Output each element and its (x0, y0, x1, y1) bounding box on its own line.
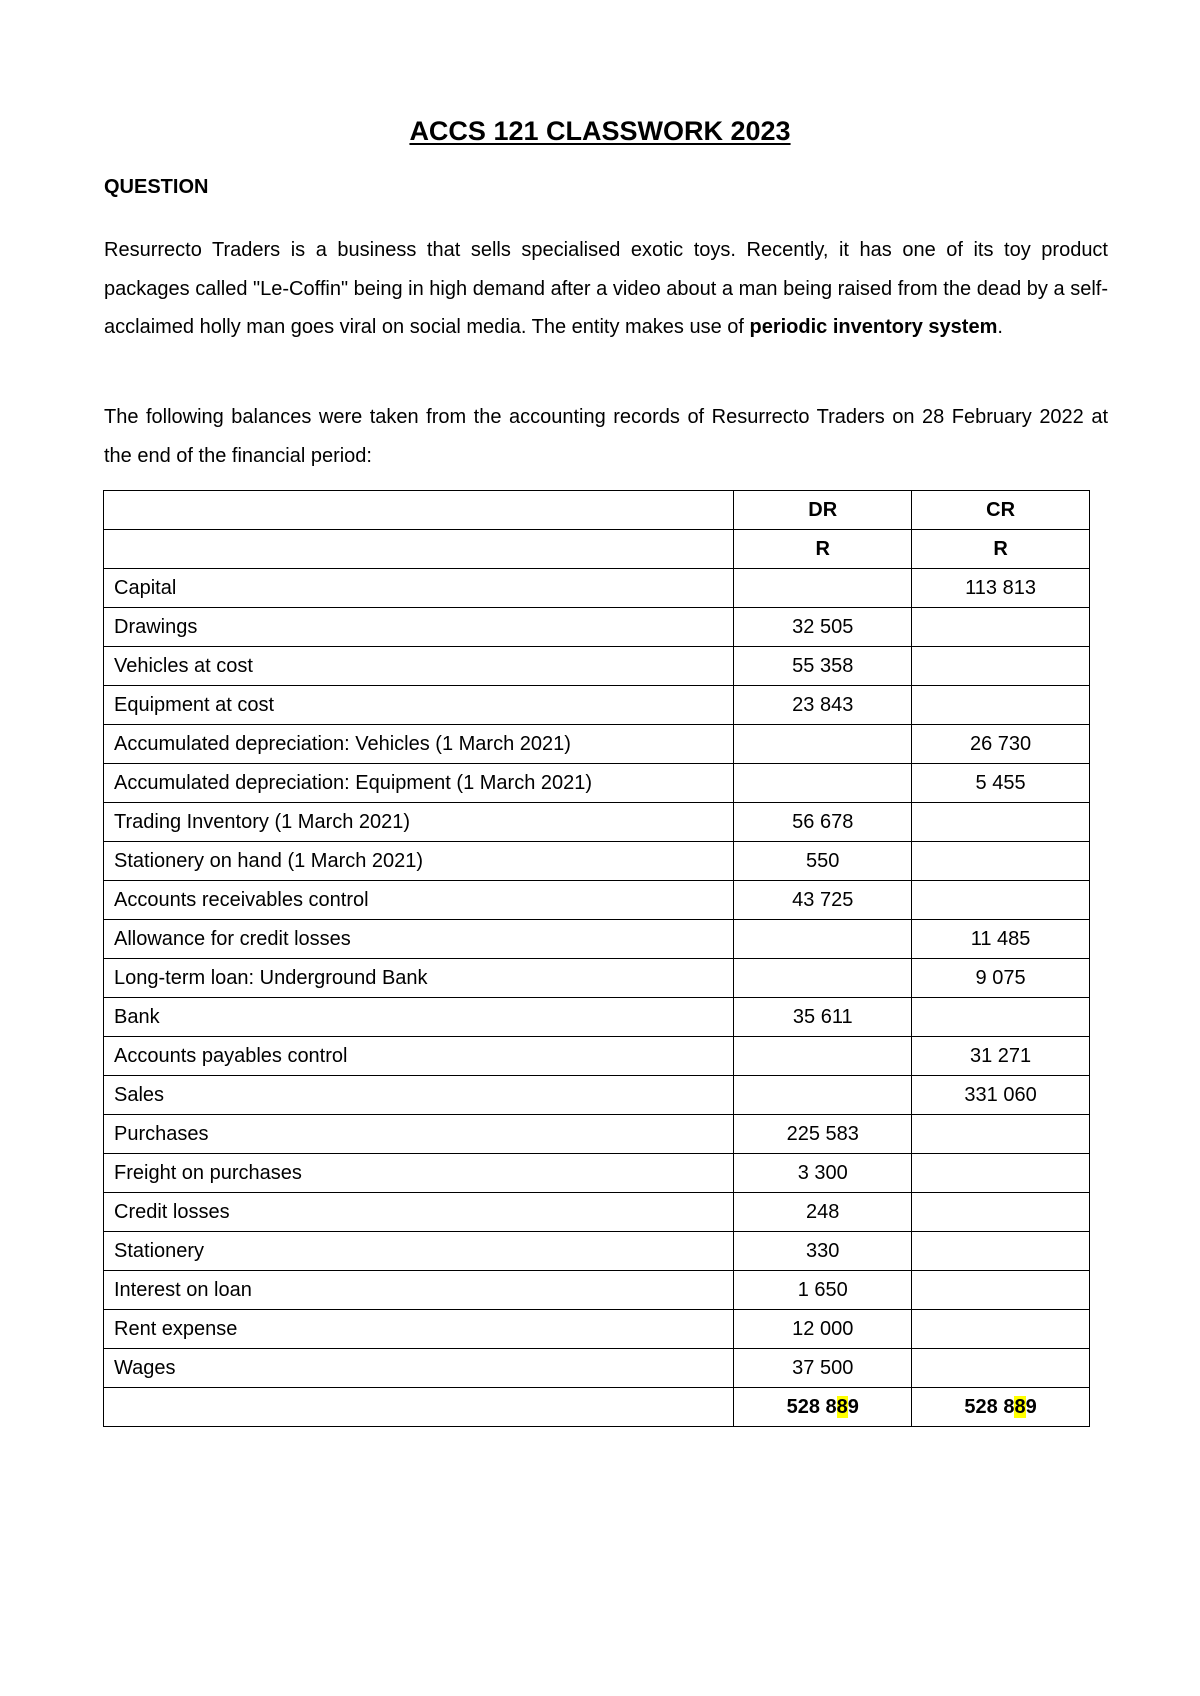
dr-total-suffix: 9 (847, 1395, 859, 1418)
cr-amount-cell: 5 455 (912, 764, 1090, 803)
account-name-cell: Credit losses (104, 1193, 734, 1232)
account-name-cell: Wages (104, 1349, 734, 1388)
dr-amount-cell: 550 (734, 842, 912, 881)
cr-amount-cell (912, 1310, 1090, 1349)
table-header-row (104, 491, 1090, 530)
table-row (104, 1076, 1090, 1115)
dr-amount-cell: 43 725 (734, 881, 912, 920)
cr-amount-cell: 113 813 (912, 569, 1090, 608)
table-row (104, 686, 1090, 725)
dr-amount-cell (734, 920, 912, 959)
account-name-cell: Accumulated depreciation: Vehicles (1 March 2021) (104, 725, 734, 764)
cr-total-suffix: 9 (1025, 1395, 1037, 1418)
table-row (104, 1232, 1090, 1271)
cr-amount-cell (912, 1271, 1090, 1310)
table-row (104, 1115, 1090, 1154)
cr-amount-cell (912, 803, 1090, 842)
dr-amount-cell: 55 358 (734, 647, 912, 686)
account-name-cell: Bank (104, 998, 734, 1037)
dr-amount-cell: 37 500 (734, 1349, 912, 1388)
cr-unit: R (912, 530, 1090, 569)
account-name-cell: Stationery (104, 1232, 734, 1271)
account-name-cell: Accumulated depreciation: Equipment (1 March 2021) (104, 764, 734, 803)
table-row (104, 842, 1090, 881)
dr-total-prefix: 528 8 (786, 1395, 837, 1418)
table-row (104, 1271, 1090, 1310)
cr-amount-cell (912, 881, 1090, 920)
account-name-cell: Freight on purchases (104, 1154, 734, 1193)
cr-amount-cell (912, 1349, 1090, 1388)
dr-total-cell (734, 1388, 912, 1427)
dr-total-highlighted-digit: 8 (836, 1395, 848, 1418)
account-name-cell: Interest on loan (104, 1271, 734, 1310)
account-name-cell: Capital (104, 569, 734, 608)
cr-amount-cell: 331 060 (912, 1076, 1090, 1115)
dr-header: DR (734, 491, 912, 530)
table-row (104, 647, 1090, 686)
dr-amount-cell: 23 843 (734, 686, 912, 725)
dr-unit: R (734, 530, 912, 569)
account-name-cell: Long-term loan: Underground Bank (104, 959, 734, 998)
table-row (104, 1310, 1090, 1349)
dr-amount-cell (734, 764, 912, 803)
dr-amount-cell (734, 1037, 912, 1076)
dr-amount-cell: 330 (734, 1232, 912, 1271)
dr-amount-cell: 1 650 (734, 1271, 912, 1310)
cr-header: CR (912, 491, 1090, 530)
table-row (104, 764, 1090, 803)
cr-amount-cell: 31 271 (912, 1037, 1090, 1076)
cr-amount-cell (912, 647, 1090, 686)
dr-amount-cell (734, 1076, 912, 1115)
account-name-cell: Purchases (104, 1115, 734, 1154)
table-row (104, 803, 1090, 842)
dr-amount-cell: 56 678 (734, 803, 912, 842)
account-name-cell: Stationery on hand (1 March 2021) (104, 842, 734, 881)
account-name-cell: Allowance for credit losses (104, 920, 734, 959)
dr-amount-cell: 12 000 (734, 1310, 912, 1349)
cr-total-prefix: 528 8 (964, 1395, 1015, 1418)
dr-amount-cell: 225 583 (734, 1115, 912, 1154)
table-row (104, 725, 1090, 764)
totals-blank-cell (104, 1388, 734, 1427)
table-row (104, 959, 1090, 998)
account-name-cell: Sales (104, 1076, 734, 1115)
dr-amount-cell (734, 725, 912, 764)
unit-blank-cell (104, 530, 734, 569)
account-name-cell: Trading Inventory (1 March 2021) (104, 803, 734, 842)
dr-amount-cell: 32 505 (734, 608, 912, 647)
cr-amount-cell (912, 1232, 1090, 1271)
table-row (104, 1349, 1090, 1388)
account-name-cell: Accounts receivables control (104, 881, 734, 920)
account-name-cell: Equipment at cost (104, 686, 734, 725)
account-name-cell: Rent expense (104, 1310, 734, 1349)
cr-amount-cell (912, 1193, 1090, 1232)
account-name-cell: Drawings (104, 608, 734, 647)
cr-amount-cell (912, 608, 1090, 647)
table-row (104, 1154, 1090, 1193)
cr-total-highlighted-digit: 8 (1014, 1395, 1026, 1418)
cr-amount-cell (912, 1154, 1090, 1193)
paragraph-end: . (997, 316, 1003, 338)
cr-amount-cell (912, 998, 1090, 1037)
document-title: ACCS 121 CLASSWORK 2023 (409, 116, 791, 146)
table-row (104, 1037, 1090, 1076)
table-row (104, 1193, 1090, 1232)
cr-amount-cell (912, 1115, 1090, 1154)
dr-amount-cell: 35 611 (734, 998, 912, 1037)
balances-intro-paragraph: The following balances were taken from the accounting records of Resurrecto Traders on 28 February 2022 at the end of the financial period: (104, 406, 1108, 467)
inventory-system-emphasis: periodic inventory system (749, 316, 998, 338)
totals-row (104, 1388, 1090, 1427)
header-blank-cell (104, 491, 734, 530)
cr-amount-cell: 11 485 (912, 920, 1090, 959)
dr-amount-cell: 3 300 (734, 1154, 912, 1193)
trial-balance-table (103, 490, 1090, 1427)
question-label: QUESTION (104, 176, 209, 198)
cr-amount-cell (912, 842, 1090, 881)
account-name-cell: Accounts payables control (104, 1037, 734, 1076)
table-row (104, 881, 1090, 920)
table-row (104, 608, 1090, 647)
cr-total-cell (912, 1388, 1090, 1427)
question-paragraph (104, 231, 1108, 347)
table-row (104, 998, 1090, 1037)
dr-amount-cell: 248 (734, 1193, 912, 1232)
cr-amount-cell (912, 686, 1090, 725)
account-name-cell: Vehicles at cost (104, 647, 734, 686)
table-unit-row (104, 530, 1090, 569)
table-row (104, 569, 1090, 608)
cr-amount-cell: 9 075 (912, 959, 1090, 998)
dr-amount-cell (734, 569, 912, 608)
cr-amount-cell: 26 730 (912, 725, 1090, 764)
dr-amount-cell (734, 959, 912, 998)
paragraph-text: Resurrecto Traders is a business that sells specialised exotic toys. Recently, it has one of its toy product packages called "Le-Coffin" being in high demand after a video about a man being raised from the dead by a self-acclaimed holly man goes viral on social media. The entity makes use of (104, 239, 1108, 338)
table-row (104, 920, 1090, 959)
